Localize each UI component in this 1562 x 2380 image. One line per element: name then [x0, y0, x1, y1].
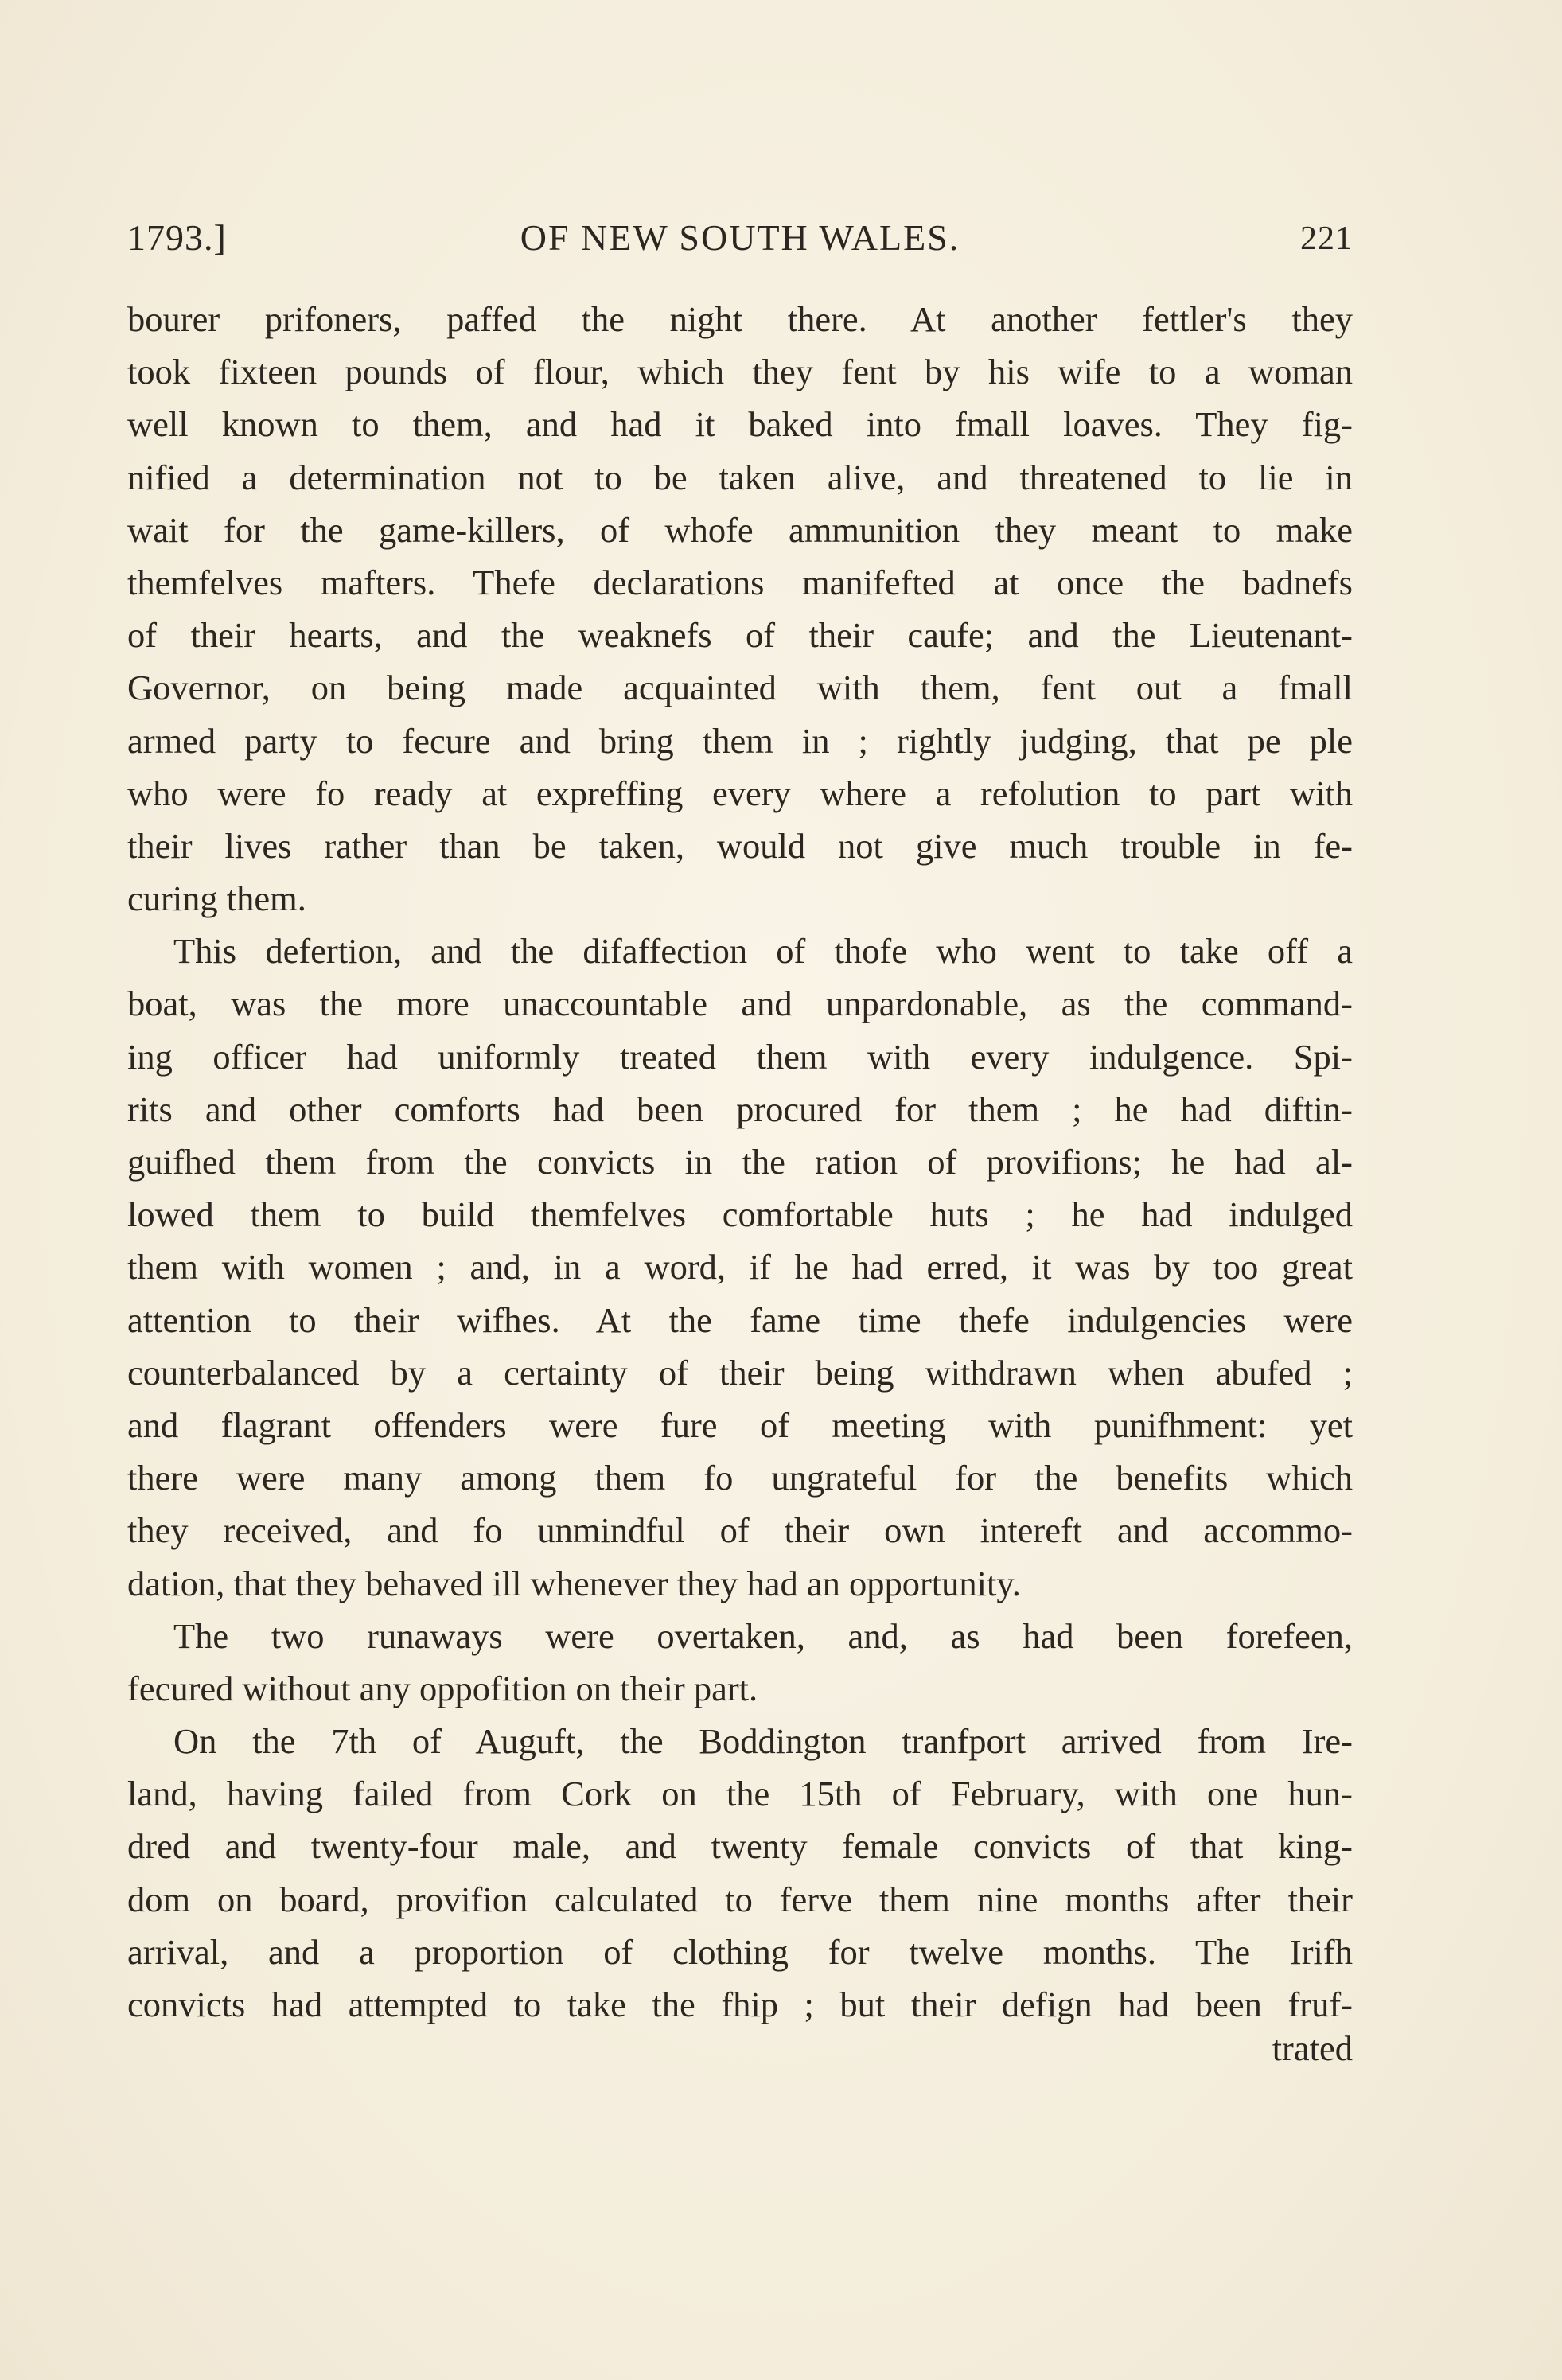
text-line: boat, was the more unaccountable and unpardonable, as the command- — [127, 984, 1353, 1024]
text-line: well known to them, and had it baked into fmall loaves. They fig- — [127, 404, 1353, 445]
text-line: dation, that they behaved ill whenever they had an opportunity. — [127, 1563, 1021, 1603]
text-line: curing them. — [127, 878, 306, 919]
catchword: trated — [1272, 2028, 1353, 2068]
text-line: convicts had attempted to take the fhip ; but their defign had been fruf- — [127, 1985, 1353, 2024]
text-line: of their hearts, and the weaknefs of their caufe; and the Lieutenant- — [127, 615, 1353, 656]
text-line: dred and twenty-four male, and twenty female convicts of that king- — [127, 1826, 1353, 1867]
text-line: who were fo ready at expreffing every where a refolution to part with — [127, 773, 1353, 813]
running-header — [127, 208, 1353, 264]
text-line: ing officer had uniformly treated them with every indulgence. Spi- — [127, 1036, 1353, 1077]
text-line: bourer prifoners, paffed the night there. At another fettler's they — [127, 299, 1353, 339]
text-line: attention to their wifhes. At the fame time thefe indulgencies were — [127, 1299, 1353, 1340]
text-line: armed party to fecure and bring them in ; rightly judging, that pe ple — [127, 720, 1353, 761]
text-line: took fixteen pounds of flour, which they fent by his wife to a woman — [127, 352, 1353, 392]
text-line: they received, and fo unmindful of their own intereft and accommo- — [127, 1510, 1353, 1551]
body-text — [127, 293, 1353, 2031]
text-line: wait for the game-killers, of whofe ammunition they meant to make — [127, 509, 1353, 550]
text-line: nified a determination not to be taken alive, and threatened to lie in — [127, 457, 1353, 497]
header-title: OF NEW SOUTH WALES. — [520, 217, 960, 258]
text-line: Governor, on being made acquainted with them, fent out a fmall — [127, 668, 1353, 708]
text-line: On the 7th of Auguft, the Boddington tranfport arrived from Ire- — [173, 1721, 1353, 1762]
text-line: their lives rather than be taken, would not give much trouble in fe- — [127, 825, 1353, 866]
text-line: them with women ; and, in a word, if he had erred, it was by too great — [127, 1247, 1353, 1287]
text-line: themfelves mafters. Thefe declarations manifefted at once the badnefs — [127, 562, 1353, 602]
page-number: 221 — [1300, 220, 1353, 257]
text-line: guifhed them from the convicts in the ration of provifions; he had al- — [127, 1142, 1353, 1182]
text-line: and flagrant offenders were fure of meeting with punifhment: yet — [127, 1404, 1353, 1445]
text-line: there were many among them fo ungrateful for the benefits which — [127, 1458, 1353, 1498]
text-line: This defertion, and the difaffection of thofe who went to take off a — [173, 931, 1353, 972]
text-line: arrival, and a proportion of clothing for twelve months. The Irifh — [127, 1931, 1353, 1972]
header-year: 1793.] — [127, 217, 227, 258]
text-line: The two runaways were overtaken, and, as had been forefeen, — [173, 1615, 1353, 1656]
text-line: fecured without any oppofition on their part. — [127, 1668, 758, 1708]
text-line: land, having failed from Cork on the 15th of February, with one hun- — [127, 1774, 1353, 1814]
text-line: dom on board, provifion calculated to ferve them nine months after their — [127, 1879, 1353, 1919]
text-line: counterbalanced by a certainty of their being withdrawn when abufed ; — [127, 1352, 1353, 1393]
text-line: rits and other comforts had been procured for them ; he had diftin- — [127, 1089, 1353, 1129]
text-line: lowed them to build themfelves comfortable huts ; he had indulged — [127, 1194, 1353, 1235]
